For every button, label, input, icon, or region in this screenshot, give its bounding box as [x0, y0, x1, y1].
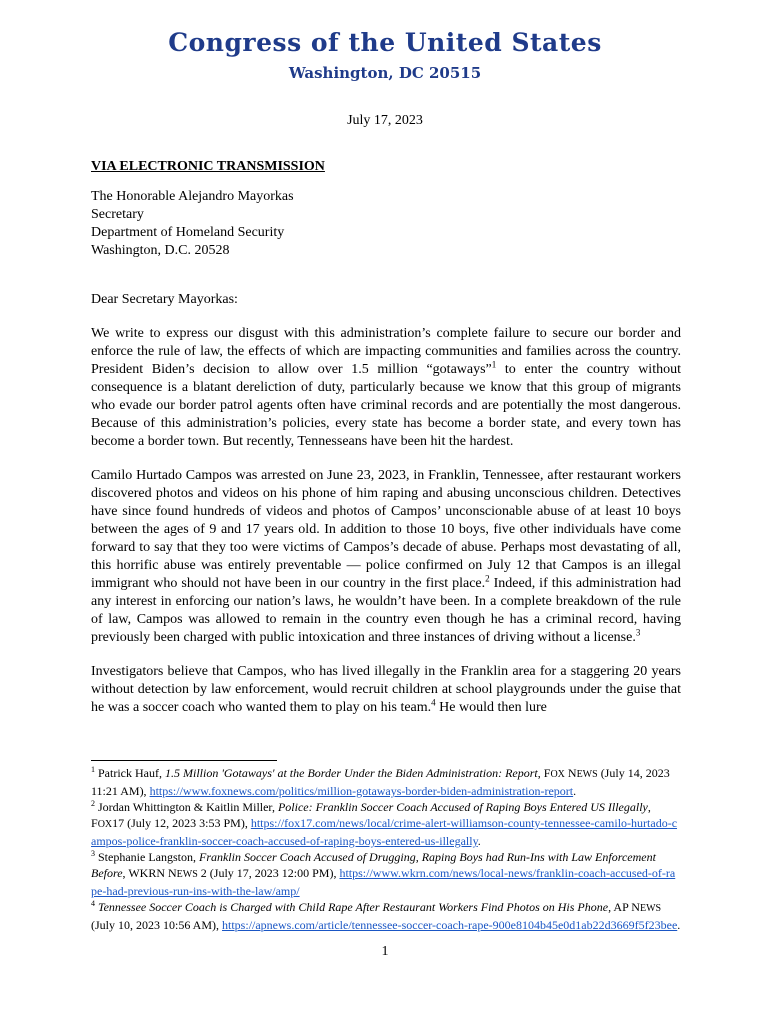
- address-line: Department of Homeland Security: [91, 225, 285, 240]
- address-line: Secretary: [91, 207, 144, 222]
- letterhead: [0, 26, 770, 84]
- footnote-1: [91, 765, 681, 799]
- footnote-publisher: EWS: [176, 869, 198, 880]
- letter-date: July 17, 2023: [347, 113, 423, 128]
- transmission-heading: VIA ELECTRONIC TRANSMISSION: [91, 159, 325, 174]
- footnote-number: 4: [91, 899, 95, 908]
- paragraph-2: [91, 467, 681, 647]
- salutation: Dear Secretary Mayorkas:: [91, 292, 238, 307]
- footnote-divider: [91, 760, 277, 761]
- footnote-number: 1: [91, 765, 95, 774]
- footnote-publisher: EWS: [639, 903, 662, 914]
- footnote-publisher: , WKRN N: [122, 866, 177, 880]
- footnote-title: Tennessee Soccer Coach is Charged with Child Rape After Restaurant Workers Find Photos on His Phone: [98, 900, 609, 914]
- footnote-title: 1.5 Million 'Gotaways' at the Border Under the Biden Administration: Report: [164, 766, 538, 780]
- footnote-date: (July 10, 2023 10:56 AM),: [91, 918, 223, 932]
- footnote-publisher: N: [564, 766, 577, 780]
- footnote-2: [91, 799, 681, 849]
- footnote-publisher: , F: [91, 800, 651, 830]
- footnote-title: Police: Franklin Soccer Coach Accused of Raping Boys Entered US Illegally: [277, 800, 648, 814]
- footnote-punct: .: [677, 918, 681, 932]
- paragraph-3: [91, 663, 681, 717]
- paragraph-text: Camilo Hurtado Campos was arrested on June 23, 2023, in Franklin, Tennessee, after restaurant workers discovered photos and videos on his phone of him raping and abusing unconscious children. Detectives have since found hundreds of videos and photos of Campos’ unconscionable abuse of at least 10 boys between the ages of 9 and 17 years old. In addition to those 10 boys, five other individuals have come forward to say that they too were victims of Campos’s decade of abuse. Perhaps most devastating of all, this horrific abuse was entirely preventable — police confirmed on July 12 that Campos is an illegal immigrant who should not have been in our country in the first place.: [91, 468, 681, 591]
- footnote-link[interactable]: https://apnews.com/article/tennessee-soccer-coach-rape-900e8104b45e0d1ab22d3669f5f23bee: [222, 918, 678, 932]
- paragraph-text: Indeed, if this administration had any interest in enforcing our nation’s laws, he wouldn’t have been. In a complete breakdown of the rule of law, Campos was allowed to remain in the country even though he has a criminal record, having previously been charged with public intoxication and three instances of driving without a license.: [91, 576, 681, 645]
- footnote-publisher: EWS: [576, 769, 598, 780]
- footnote-title: Franklin Soccer Coach Accused of Drugging, Raping Boys had Run-Ins with Law Enforcement Before: [91, 850, 656, 880]
- footnote-ref: 3: [635, 627, 641, 638]
- footnote-publisher: , AP N: [608, 900, 640, 914]
- paragraph-text: He would then lure: [435, 700, 547, 715]
- footnote-date: 17 (July 12, 2023 3:53 PM),: [112, 816, 251, 830]
- footnote-link[interactable]: https://fox17.com/news/local/crime-alert-williamson-county-tennessee-camilo-hurtado-campos-police-franklin-soccer-coach-accused-of-raping-boys-entered-us-illegally: [91, 816, 678, 848]
- paragraph-text: We write to express our disgust with this administration’s complete failure to secure our border and enforce the rule of law, the effects of which are impacting communities and families across the country. President Biden’s decision to allow over 1.5 million “gotaways”: [91, 326, 681, 377]
- footnote-punct: .: [573, 784, 577, 798]
- footnote-author: Jordan Whittington & Kaitlin Miller,: [98, 800, 278, 814]
- address-line: The Honorable Alejandro Mayorkas: [91, 189, 294, 204]
- paragraph-1: [91, 325, 681, 451]
- footnote-link[interactable]: https://www.foxnews.com/politics/million-gotaways-border-biden-administration-report: [149, 784, 574, 798]
- letter-body: [91, 158, 681, 717]
- letterhead-title: Congress of the United States: [168, 28, 602, 57]
- paragraph-text: to enter the country without consequence is a blatant dereliction of duty, particularly because we know that this group of migrants who evade our border patrol agents often have criminal records and are potentially the most dangerous. Because of this administration’s policies, every state has become a border state, and every town has become a border town. But recently, Tennesseans have been hit the hardest.: [91, 362, 681, 449]
- footnote-author: Patrick Hauf,: [98, 766, 165, 780]
- footnote-ref: 1: [491, 359, 497, 370]
- footnote-publisher: OX: [550, 769, 565, 780]
- footnote-number: 2: [91, 799, 95, 808]
- letterhead-subtitle: Washington, DC 20515: [288, 64, 482, 82]
- page-number: 1: [381, 944, 389, 959]
- paragraph-text: Investigators believe that Campos, who has lived illegally in the Franklin area for a staggering 20 years without detection by law enforcement, would recruit children at school playgrounds under the guise that he was a soccer coach who wanted them to play on his team.: [91, 664, 681, 715]
- footnote-punct: .: [477, 834, 481, 848]
- footnote-publisher: , F: [537, 766, 551, 780]
- footnote-3: [91, 849, 681, 899]
- recipient-address: [91, 188, 681, 260]
- footnote-ref: 2: [485, 573, 490, 584]
- footnote-4: [91, 899, 681, 933]
- footnotes: [91, 765, 681, 933]
- footnote-date: 2 (July 17, 2023 12:00 PM),: [197, 866, 340, 880]
- footnote-date: (July 14, 2023 11:21 AM),: [91, 766, 670, 798]
- footnote-publisher: OX: [97, 819, 113, 830]
- footnote-author: Stephanie Langston,: [98, 850, 199, 864]
- footnote-link[interactable]: https://www.wkrn.com/news/local-news/franklin-coach-accused-of-rape-had-previous-run-ins-with-the-law/amp/: [91, 866, 676, 898]
- address-line: Washington, D.C. 20528: [91, 243, 230, 258]
- footnote-ref: 4: [431, 697, 436, 708]
- footnote-number: 3: [91, 849, 95, 858]
